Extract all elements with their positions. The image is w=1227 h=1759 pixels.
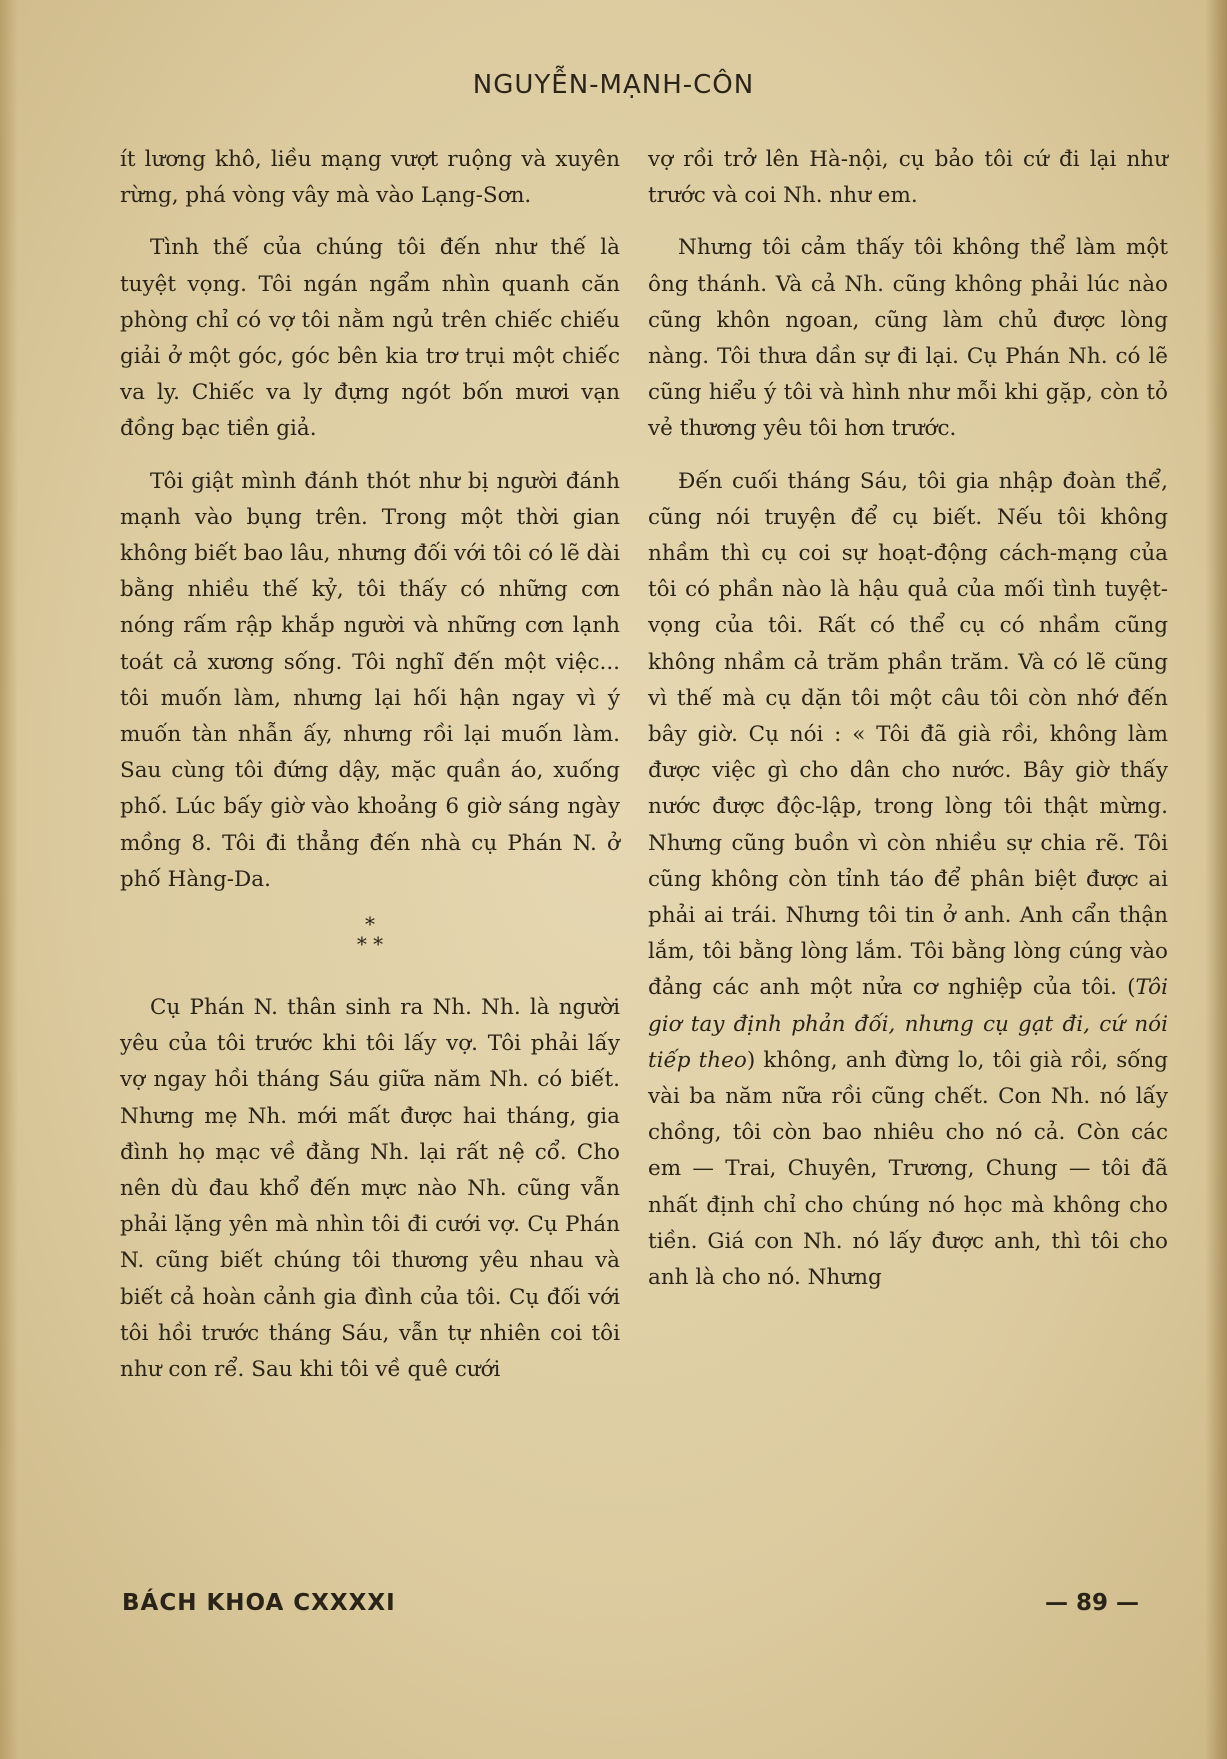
- divider-bottom-stars: * *: [356, 932, 384, 957]
- left-paragraph-4: Cụ Phán N. thân sinh ra Nh. Nh. là người yêu của tôi trước khi tôi lấy vợ. Tôi phải lấy vợ ngay hồi tháng Sáu giữa năm Nh. có biết. Nhưng mẹ Nh. mới mất được hai tháng, gia đình họ mạc về đằng Nh. lại rất nệ cổ. Cho nên dù đau khổ đến mực nào Nh. cũng vẫn phải lặng yên mà nhìn tôi đi cưới vợ. Cụ Phán N. cũng biết chúng tôi thương yêu nhau và biết cả hoàn cảnh gia đình của tôi. Cụ đối với tôi hồi trước tháng Sáu, vẫn tự nhiên coi tôi như con rể. Sau khi tôi về quê cưới: [120, 995, 620, 1383]
- page-edge-right: [1205, 0, 1227, 1759]
- section-divider: [120, 912, 620, 957]
- right-paragraph-2: Nhưng tôi cảm thấy tôi không thể làm một ông thánh. Và cả Nh. cũng không phải lúc nào cũng khôn ngoan, cũng làm chủ được lòng nàng. Tôi thưa dần sự đi lại. Cụ Phán Nh. có lẽ cũng hiểu ý tôi và hình như mỗi khi gặp, còn tỏ vẻ thương yêu tôi hơn trước.: [648, 235, 1168, 442]
- left-column: [120, 142, 620, 1404]
- right-paragraph-3: [648, 464, 1168, 1297]
- magazine-footer: BÁCH KHOA CXXXXI: [122, 1590, 396, 1616]
- left-paragraph-3: Tôi giật mình đánh thót như bị người đánh mạnh vào bụng trên. Trong một thời gian không biết bao lâu, nhưng đối với tôi có lẽ dài bằng nhiều thế kỷ, tôi thấy có những cơn nóng rấm rập khắp người và những cơn lạnh toát cả xương sống. Tôi nghĩ đến một việc... tôi muốn làm, nhưng lại hối hận ngay vì ý muốn tàn nhẫn ấy, nhưng rồi lại muốn làm. Sau cùng tôi đứng dậy, mặc quần áo, xuống phố. Lúc bấy giờ vào khoảng 6 giờ sáng ngày mồng 8. Tôi đi thẳng đến nhà cụ Phán N. ở phố Hàng-Da.: [120, 468, 620, 892]
- running-header: NGUYỄN-MẠNH-CÔN: [472, 70, 755, 100]
- right-paragraph-3-part-a: Đến cuối tháng Sáu, tôi gia nhập đoàn thể, cũng nói truyện để cụ biết. Nếu tôi không nhầm thì cụ coi sự hoạt-động cách-mạng của tôi có phần nào là hậu quả của mối tình tuyệt-vọng của tôi. Rất có thể cụ có nhầm cũng không nhầm cả trăm phần trăm. Và có lẽ cũng vì thế mà cụ dặn tôi một câu tôi còn nhớ đến bây giờ. Cụ nói : « Tôi đã già rồi, không làm được việc gì cho dân cho nước. Bây giờ thấy nước được độc-lập, trong lòng tôi thật mừng. Nhưng cũng buồn vì còn nhiều sự chia rẽ. Tôi cũng không còn tỉnh táo để phân biệt được ai phải ai trái. Nhưng tôi tin ở anh. Anh cẩn thận lắm, tôi bằng lòng lắm. Tôi bằng lòng cúng vào đảng các anh một nửa cơ nghiệp của tôi. (: [648, 468, 1168, 1001]
- page-number: — 89 —: [1045, 1590, 1140, 1616]
- right-paragraph-3-italic: Tôi giơ tay định phản đối, nhưng cụ gạt đi, cứ nói tiếp theo: [648, 975, 1168, 1073]
- right-paragraph-3-part-b: ) không, anh đừng lo, tôi già rồi, sống vài ba năm nữa rồi cũng chết. Con Nh. nó lấy chồng, tôi còn bao nhiêu cho nó cả. Còn các em — Trai, Chuyên, Trương, Chung — tôi đã nhất định chỉ cho chúng nó học mà không cho tiền. Giá con Nh. nó lấy được anh, thì tôi cho anh là cho nó. Nhưng: [648, 1047, 1168, 1291]
- right-column: [648, 142, 1168, 1312]
- page-edge-left: [0, 0, 18, 1759]
- right-paragraph-1: vợ rồi trở lên Hà-nội, cụ bảo tôi cứ đi lại như trước và coi Nh. như em.: [648, 147, 1168, 209]
- left-paragraph-1: ít lương khô, liều mạng vượt ruộng và xuyên rừng, phá vòng vây mà vào Lạng-Sơn.: [120, 147, 620, 209]
- left-paragraph-2: Tình thế của chúng tôi đến như thế là tuyệt vọng. Tôi ngán ngẩm nhìn quanh căn phòng chỉ có vợ tôi nằm ngủ trên chiếc chiếu giải ở một góc, góc bên kia trơ trụi một chiếc va ly. Chiếc va ly đựng ngót bốn mươi vạn đồng bạc tiền giả.: [120, 235, 620, 442]
- divider-top-star: *: [365, 912, 375, 937]
